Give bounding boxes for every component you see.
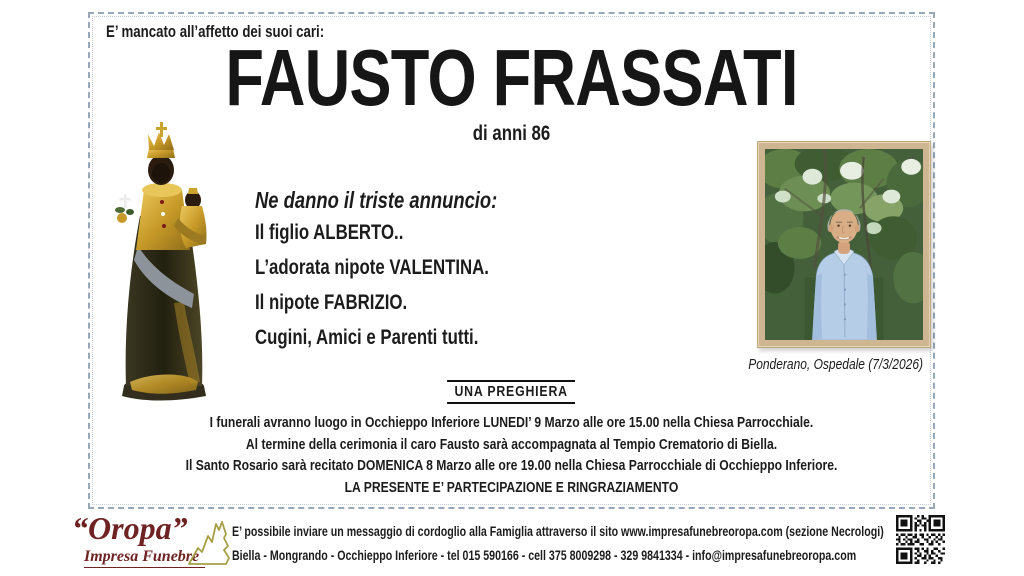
family-line-relatives: Cugini, Amici e Parenti tutti. [255, 326, 479, 349]
deceased-name: FAUSTO FRASSATI [225, 33, 798, 122]
funeral-home-logo-subtitle: Impresa Funebre [84, 548, 205, 568]
madonna-statue-drawing [94, 98, 238, 402]
intro-line: E’ mancato all’affetto dei suoi cari: [106, 22, 325, 41]
announcement-block [255, 186, 497, 362]
footer-message-line: E’ possibile inviare un messaggio di cordoglio alla Famiglia attraverso il sito www.impresafunebreoropa.com (sezione Necrologi) [232, 523, 884, 539]
qr-code [896, 515, 945, 564]
family-line-son: Il figlio ALBERTO.. [255, 221, 404, 244]
prayer-divider [90, 380, 933, 404]
announcement-heading: Ne danno il triste annuncio: [255, 187, 498, 213]
funeral-info-line-2: Al termine della cerimonia il caro Fausto sarà accompagnata al Tempio Crematorio di Biella. [245, 435, 778, 453]
memorial-card [88, 12, 935, 509]
funeral-info-line-4: LA PRESENTE E’ PARTECIPAZIONE E RINGRAZIAMENTO [344, 478, 679, 496]
mountain-logo-icon [186, 512, 232, 568]
prayer-divider-label: UNA PREGHIERA [447, 380, 575, 404]
family-line-granddaughter: L’adorata nipote VALENTINA. [255, 256, 489, 279]
madonna-statue-image [94, 98, 238, 402]
funeral-info-block [174, 412, 848, 498]
age-line: di anni 86 [472, 122, 551, 145]
funeral-home-logo-text: “Oropa” [72, 510, 188, 546]
portrait-photo [765, 149, 923, 340]
funeral-info-line-1: I funerali avranno luogo in Occhieppo Inferiore LUNEDI’ 9 Marzo alle ore 15.00 nella Chiesa Parrocchiale. [209, 414, 814, 431]
photo-caption: Ponderano, Ospedale (7/3/2026) [748, 356, 923, 373]
family-line-grandson: Il nipote FABRIZIO. [255, 291, 408, 314]
funeral-info-line-3: Il Santo Rosario sarà recitato DOMENICA 8 Marzo alle ore 19.00 nella Chiesa Parrocchiale di Occhieppo Inferiore. [185, 457, 838, 474]
portrait-photo-frame [757, 141, 931, 348]
footer-contact-block [232, 520, 884, 567]
footer-contacts-line: Biella - Mongrando - Occhieppo Inferiore - tel 015 590166 - cell 375 8009298 - 329 9841334 - info@impresafunebreoropa.com [232, 546, 857, 563]
